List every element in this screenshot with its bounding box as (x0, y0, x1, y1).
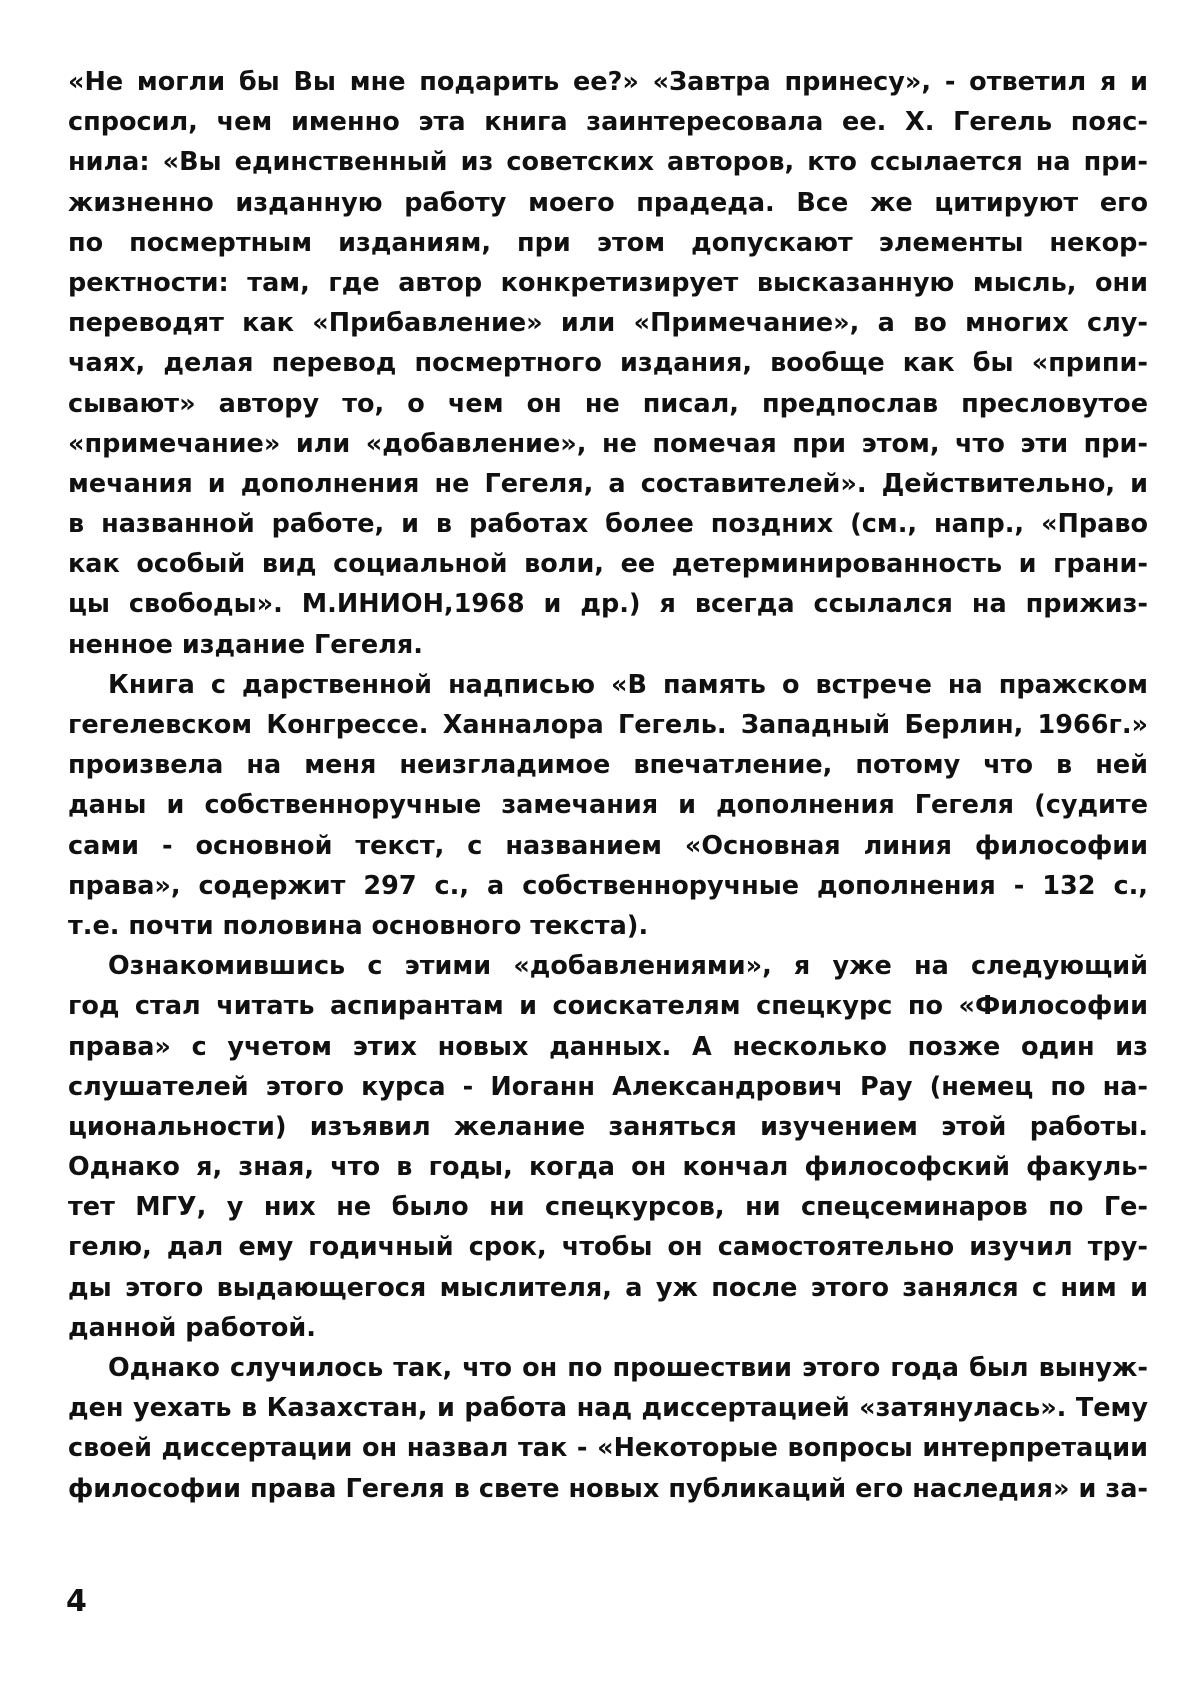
text-line: Однако я, зная, что в годы, когда он кончал философский факуль- (68, 1152, 1148, 1183)
text-line: данной работой. (68, 1312, 316, 1343)
text-line: год стал читать аспирантам и соискателям спецкурс по «Философии (68, 991, 1148, 1022)
text-line: «Не могли бы Вы мне подарить ее?» «Завтра принесу», - ответил я и (68, 67, 1148, 97)
text-line: ректности: там, где автор конкретизирует высказанную мысль, они (68, 267, 1148, 298)
text-line: мечания и дополнения не Гегеля, а составителей». Действительно, и (68, 468, 1148, 499)
text-line: гегелевском Конгрессе. Ханналора Гегель. Западный Берлин, 1966г.» (68, 710, 1148, 740)
text-line: спросил, чем именно эта книга заинтересовала ее. Х. Гегель пояс- (68, 107, 1148, 138)
text-line: Ознакомившись с этими «добавлениями», я уже на следующий (108, 951, 1148, 982)
text-line: тет МГУ, у них не было ни спецкурсов, ни спецсеминаров по Ге- (68, 1192, 1148, 1223)
text-line: ден уехать в Казахстан, и работа над диссертацией «затянулась». Тему (68, 1393, 1148, 1424)
text-line: ды этого выдающегося мыслителя, а уж после этого занялся с ним и (68, 1272, 1148, 1303)
text-line: Книга с дарственной надписью «В память о встрече на пражском (108, 669, 1148, 700)
text-line: слушателей этого курса - Иоганн Александрович Рау (немец по на- (68, 1071, 1148, 1102)
body-text (68, 62, 1148, 1509)
text-line: жизненно изданную работу моего прадеда. Все же цитируют его (68, 187, 1148, 218)
text-line: нила: «Вы единственный из советских авторов, кто ссылается на при- (68, 147, 1148, 178)
text-line: как особый вид социальной воли, ее детерминированность и грани- (68, 549, 1148, 580)
text-line: права» с учетом этих новых данных. А несколько позже один из (68, 1031, 1148, 1062)
text-line: в названной работе, и в работах более поздних (см., напр., «Право (68, 509, 1148, 540)
text-line: философии права Гегеля в свете новых публикаций его наследия» и за- (68, 1473, 1148, 1504)
text-line: права», содержит 297 с., а собственноручные дополнения - 132 с., (68, 870, 1148, 901)
text-line: переводят как «Прибавление» или «Примечание», а во многих слу- (68, 308, 1148, 339)
text-line: чаях, делая перевод посмертного издания, вообще как бы «припи- (68, 348, 1148, 379)
text-line: даны и собственноручные замечания и дополнения Гегеля (судите (68, 790, 1148, 821)
text-line: сывают» автору то, о чем он не писал, предпослав пресловутое (68, 388, 1148, 419)
text-line: Однако случилось так, что он по прошествии этого года был вынуж- (108, 1353, 1148, 1383)
text-line: т.е. почти половина основного текста). (68, 910, 649, 941)
text-line: своей диссертации он назвал так - «Некоторые вопросы интерпретации (68, 1433, 1148, 1464)
text-line: цы свободы». М.ИНИОН,1968 и др.) я всегда ссылался на прижиз- (68, 589, 1148, 620)
text-line: сами - основной текст, с названием «Основная линия философии (68, 830, 1148, 861)
text-line: произвела на меня неизгладимое впечатление, потому что в ней (68, 750, 1148, 781)
text-line: по посмертным изданиям, при этом допускают элементы некор- (68, 227, 1148, 258)
page-number: 4 (66, 1584, 87, 1619)
text-line: «примечание» или «добавление», не помечая при этом, что эти при- (68, 428, 1148, 459)
text-line: ненное издание Гегеля. (68, 629, 423, 660)
text-line: циональности) изъявил желание заняться изучением этой работы. (68, 1111, 1148, 1142)
text-line: гелю, дал ему годичный срок, чтобы он самостоятельно изучил тру- (68, 1232, 1148, 1263)
